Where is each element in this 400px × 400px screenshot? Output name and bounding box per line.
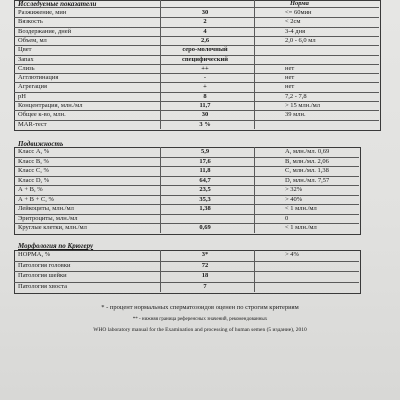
parameter-label: Класс В, % (18, 157, 49, 165)
footnote-2: ** - нижняя граница референсных значений, рекомендованных (132, 317, 268, 322)
footnote-1: * - процент нормальных сперматозоидов оценен по строгим критериям (101, 304, 299, 311)
reference-norm: 7,2 - 7,8 (285, 92, 307, 100)
result-value: 18 (201, 272, 209, 279)
parameter-label: Общее к-во, млн. (18, 111, 66, 119)
reference-norm: <= 60мин (285, 9, 312, 16)
result-value: 0,69 (199, 224, 211, 231)
parameter-label: Концентрация, млн./мл (18, 102, 83, 109)
result-value: 23,5 (199, 186, 211, 193)
result-value: - (203, 74, 207, 82)
reference-norm: А, млн./мл. 0,69 (285, 148, 330, 155)
reference-norm: нет (285, 74, 295, 82)
morphology-title: Морфология по Крюгеру (18, 242, 94, 250)
parameter-label: Патология шейки (18, 272, 67, 279)
reference-norm: 3-4 дня (285, 27, 306, 35)
result-value: + (203, 83, 207, 91)
parameter-label: Агрегация (18, 83, 47, 91)
reference-norm: В, млн./мл. 2,06 (285, 157, 329, 165)
parameter-label: Разжижение, мин (18, 9, 67, 16)
result-value: 1,38 (199, 205, 211, 212)
parameter-label: Патология хвоста (18, 282, 67, 290)
parameter-label: Лейкоциты, млн./мл (18, 205, 74, 212)
reference-norm: D, млн./мл. 7,57 (285, 176, 330, 184)
reference-norm: 0 (285, 214, 289, 222)
parameter-label: pH (18, 92, 26, 100)
reference-norm: > 4% (285, 251, 299, 258)
header-parameters: Исследуемые показатели (18, 0, 97, 8)
parameter-label: Объем, мл (18, 36, 47, 44)
result-value: 5,9 (200, 148, 210, 155)
result-value: 72 (201, 261, 209, 269)
result-value: специфический (182, 55, 228, 63)
result-value: 3 % (199, 120, 211, 128)
parameter-label: Слизь (18, 64, 35, 72)
parameter-label: А + В + С, % (18, 195, 54, 203)
result-value: 2 (203, 18, 207, 26)
result-value: 30 (201, 111, 209, 119)
reference-norm: > 40% (285, 195, 303, 203)
reference-norm: > 32% (285, 186, 303, 193)
reference-norm: С, млн./мл. 1,38 (285, 167, 329, 174)
result-value: 8 (203, 92, 207, 100)
result-value: 30 (201, 9, 209, 16)
parameter-label: НОРМА, % (18, 251, 51, 258)
result-value: 11,8 (199, 167, 211, 174)
parameter-label: Класс С, % (18, 167, 49, 174)
result-value: 4 (203, 27, 207, 35)
parameter-label: А + В, % (18, 186, 43, 193)
result-value: 35,3 (199, 195, 211, 203)
reference-norm: < 2см (285, 18, 301, 26)
reference-norm: нет (285, 83, 295, 91)
reference-norm: 2,0 - 6,0 мл (285, 36, 316, 44)
result-value: 7 (203, 282, 207, 290)
result-value: 11,7 (199, 102, 211, 109)
parameter-label: Вязкость (18, 18, 43, 26)
result-value: 3* (201, 251, 209, 258)
reference-norm: нет (285, 64, 295, 72)
reference-norm: > 15 млн./мл (285, 102, 321, 109)
reference-norm: 39 млн. (285, 111, 306, 119)
parameter-label: Воздержание, дней (18, 27, 72, 35)
motility-title: Подвижность (18, 140, 64, 148)
parameter-label: Круглые клетки, млн./мл (18, 224, 87, 231)
parameter-label: Патология головки (18, 261, 71, 269)
parameter-label: Агглютинация (18, 74, 59, 82)
parameter-label: Цвет (18, 46, 32, 54)
parameter-label: Класс А, % (18, 148, 50, 155)
parameter-label: Запах (18, 55, 34, 63)
reference-norm: < 1 млн./мл (285, 205, 317, 212)
result-value: ++ (201, 64, 209, 72)
result-value: 2,6 (200, 36, 210, 44)
footnote-3: WHO laboratory manual for the Examination and processing of human semen (5 издание), 2010 (93, 327, 307, 333)
parameter-label: Класс D, % (18, 176, 50, 184)
result-value: 17,6 (199, 157, 211, 165)
reference-norm: < 1 млн./мл (285, 224, 317, 231)
parameter-label: Эритроциты, млн./мл (18, 214, 78, 222)
result-value: 64,7 (199, 176, 211, 184)
result-value: серо-молочный (182, 46, 228, 54)
parameter-label: MAR-тест (18, 120, 47, 128)
header-norm: Норма (290, 0, 309, 7)
